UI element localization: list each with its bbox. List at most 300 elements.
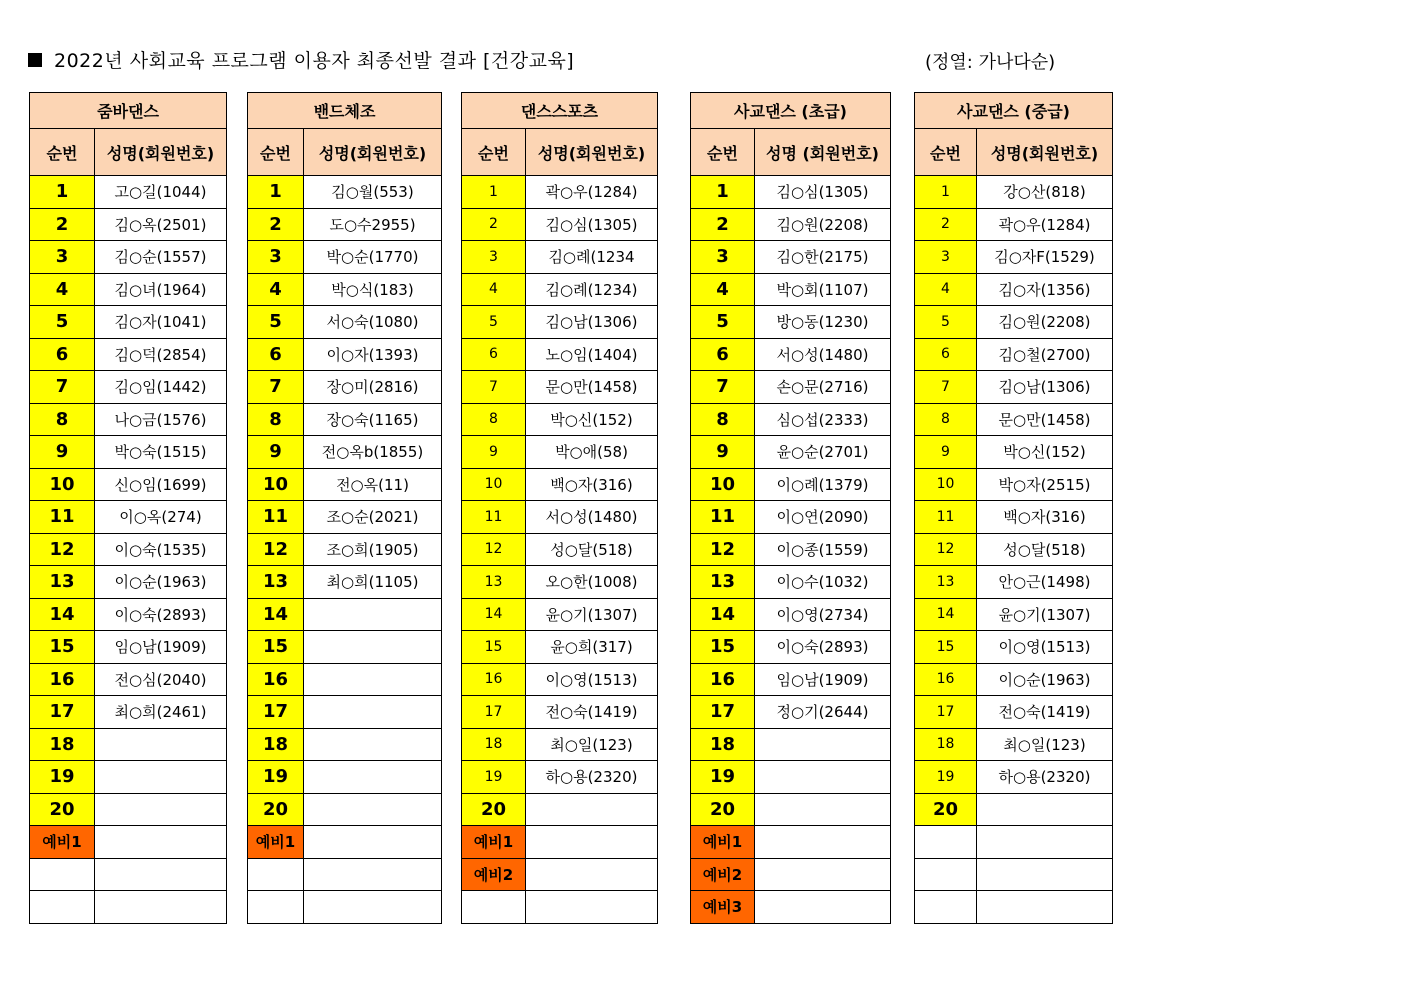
black-square-icon [28,53,42,67]
member-name [304,891,442,924]
row-number: 9 [248,436,304,469]
table-row [915,403,1113,436]
document-title [28,46,574,73]
row-number: 12 [30,533,95,566]
row-number: 16 [915,663,977,696]
table-row [248,826,442,859]
member-name: 전○숙(1419) [977,696,1113,729]
table-row [691,176,891,209]
table-row [30,273,227,306]
row-number [462,891,526,924]
table-row [691,241,891,274]
member-name: 김○한(2175) [755,241,891,274]
column-header-name: 성명(회원번호) [95,129,227,176]
column-header-number: 순번 [691,129,755,176]
member-name [977,793,1113,826]
member-name: 정○기(2644) [755,696,891,729]
row-number: 15 [915,631,977,664]
table-row [915,501,1113,534]
row-number: 14 [248,598,304,631]
table-row [462,631,658,664]
table-row [691,306,891,339]
member-name: 김○월(553) [304,176,442,209]
table-row [30,208,227,241]
row-number: 9 [915,436,977,469]
member-name: 문○만(1458) [977,403,1113,436]
member-name: 이○수(1032) [755,566,891,599]
table-row [248,241,442,274]
row-number: 18 [248,728,304,761]
row-number: 14 [30,598,95,631]
table-row [915,793,1113,826]
member-name: 서○성(1480) [755,338,891,371]
row-number: 11 [691,501,755,534]
row-number: 12 [915,533,977,566]
table-row [691,728,891,761]
member-name [304,696,442,729]
member-name: 최○희(2461) [95,696,227,729]
row-number: 20 [691,793,755,826]
member-name: 전○숙(1419) [526,696,658,729]
row-number: 13 [30,566,95,599]
member-name [304,826,442,859]
table-row [462,208,658,241]
member-name [95,858,227,891]
member-name: 곽○우(1284) [526,176,658,209]
member-name: 하○용(2320) [526,761,658,794]
table-row [691,208,891,241]
table-row [248,663,442,696]
table-dance-sports [461,92,658,924]
member-name: 전○옥(11) [304,468,442,501]
table-row [462,533,658,566]
member-name: 이○숙(2893) [95,598,227,631]
row-number: 20 [30,793,95,826]
table-row [248,793,442,826]
row-number: 14 [691,598,755,631]
table-row [248,566,442,599]
row-number: 1 [462,176,526,209]
row-number: 1 [248,176,304,209]
member-name: 오○한(1008) [526,566,658,599]
table-row [248,436,442,469]
row-number: 16 [248,663,304,696]
row-number: 4 [248,273,304,306]
table-row [462,338,658,371]
member-name [95,793,227,826]
member-name [755,761,891,794]
table-row [691,858,891,891]
table-row [30,306,227,339]
row-number: 12 [248,533,304,566]
member-name [755,826,891,859]
member-name: 김○원(2208) [755,208,891,241]
member-name [526,891,658,924]
member-name: 이○자(1393) [304,338,442,371]
table-row [915,728,1113,761]
member-name: 김○임(1442) [95,371,227,404]
member-name: 윤○기(1307) [526,598,658,631]
member-name: 백○자(316) [977,501,1113,534]
table-body [691,93,891,924]
member-name [977,891,1113,924]
table-row [915,566,1113,599]
table-row [30,371,227,404]
program-title: 밴드체조 [248,93,442,129]
member-name: 김○자(1356) [977,273,1113,306]
member-name: 김○례(1234 [526,241,658,274]
row-number: 18 [30,728,95,761]
member-name: 김○심(1305) [526,208,658,241]
table-row [30,533,227,566]
member-name [755,728,891,761]
row-number: 8 [915,403,977,436]
row-number [915,826,977,859]
table-row [915,598,1113,631]
row-number: 11 [248,501,304,534]
table-row [248,631,442,664]
member-name [755,891,891,924]
table-row [915,826,1113,859]
member-name: 김○옥(2501) [95,208,227,241]
row-number: 6 [915,338,977,371]
row-number: 7 [30,371,95,404]
table-body [248,93,442,924]
row-number: 10 [462,468,526,501]
member-name: 박○순(1770) [304,241,442,274]
table-row [462,761,658,794]
table-row [691,501,891,534]
member-name: 고○길(1044) [95,176,227,209]
row-number: 14 [462,598,526,631]
row-number: 예비1 [462,826,526,859]
row-number: 2 [462,208,526,241]
member-name: 윤○순(2701) [755,436,891,469]
member-name: 이○례(1379) [755,468,891,501]
sort-note: (정열: 가나다순) [925,52,1056,73]
member-name: 김○례(1234) [526,273,658,306]
row-number: 10 [915,468,977,501]
table-row [30,436,227,469]
member-name: 김○심(1305) [755,176,891,209]
member-name [304,728,442,761]
row-number: 14 [915,598,977,631]
table-row [248,728,442,761]
table-row [691,696,891,729]
row-number [915,858,977,891]
table-row [248,176,442,209]
member-name [304,793,442,826]
member-name: 김○덕(2854) [95,338,227,371]
table-row [462,176,658,209]
member-name: 성○달(518) [526,533,658,566]
table-row [248,208,442,241]
row-number: 7 [248,371,304,404]
member-name: 박○신(152) [526,403,658,436]
table-row [915,468,1113,501]
member-name: 이○종(1559) [755,533,891,566]
row-number: 16 [462,663,526,696]
table-row [462,663,658,696]
row-number: 13 [691,566,755,599]
member-name: 전○심(2040) [95,663,227,696]
row-number: 5 [462,306,526,339]
member-name: 이○영(1513) [977,631,1113,664]
member-name: 김○남(1306) [977,371,1113,404]
table-row [462,858,658,891]
column-header-name: 성명 (회원번호) [755,129,891,176]
row-number: 9 [691,436,755,469]
row-number: 12 [691,533,755,566]
table-row [462,728,658,761]
member-name [304,598,442,631]
row-number: 16 [30,663,95,696]
member-name: 최○희(1105) [304,566,442,599]
member-name: 김○순(1557) [95,241,227,274]
row-number: 2 [691,208,755,241]
row-number: 19 [30,761,95,794]
member-name: 노○임(1404) [526,338,658,371]
table-row [248,338,442,371]
member-name: 조○순(2021) [304,501,442,534]
member-name: 이○영(1513) [526,663,658,696]
table-row [248,273,442,306]
row-number: 5 [248,306,304,339]
table-row [30,468,227,501]
table-row [691,403,891,436]
table-row [462,566,658,599]
row-number: 18 [915,728,977,761]
row-number: 16 [691,663,755,696]
row-number: 17 [691,696,755,729]
row-number: 3 [691,241,755,274]
table-row [30,598,227,631]
member-name [95,826,227,859]
member-name: 박○회(1107) [755,273,891,306]
table-row [915,371,1113,404]
table-row [462,403,658,436]
member-name: 박○신(152) [977,436,1113,469]
table-row [462,371,658,404]
row-number: 6 [248,338,304,371]
table-row [915,761,1113,794]
row-number: 4 [691,273,755,306]
member-name: 장○숙(1165) [304,403,442,436]
table-row [248,858,442,891]
row-number: 15 [462,631,526,664]
row-number: 예비3 [691,891,755,924]
table-row [462,468,658,501]
row-number [30,891,95,924]
row-number: 15 [691,631,755,664]
table-row [248,696,442,729]
row-number: 20 [248,793,304,826]
table-row [462,241,658,274]
row-number: 20 [915,793,977,826]
table-row [30,826,227,859]
row-number: 예비2 [691,858,755,891]
table-row [248,533,442,566]
row-number: 13 [462,566,526,599]
row-number: 12 [462,533,526,566]
table-row [462,598,658,631]
row-number: 4 [915,273,977,306]
member-name: 손○문(2716) [755,371,891,404]
member-name: 백○자(316) [526,468,658,501]
row-number: 7 [915,371,977,404]
member-name: 윤○희(317) [526,631,658,664]
table-row [248,761,442,794]
member-name: 도○수2955) [304,208,442,241]
member-name [526,858,658,891]
table-row [915,306,1113,339]
row-number: 8 [691,403,755,436]
table-row [915,858,1113,891]
table-row [30,566,227,599]
table-row [248,891,442,924]
table-zumba [29,92,227,924]
table-row [30,696,227,729]
table-row [30,338,227,371]
member-name: 김○자(1041) [95,306,227,339]
member-name: 윤○기(1307) [977,598,1113,631]
member-name: 최○일(123) [977,728,1113,761]
table-body [462,93,658,924]
member-name [95,728,227,761]
row-number: 6 [30,338,95,371]
member-name: 신○임(1699) [95,468,227,501]
member-name: 임○남(1909) [95,631,227,664]
row-number: 1 [691,176,755,209]
column-header-number: 순번 [462,129,526,176]
member-name: 서○숙(1080) [304,306,442,339]
row-number: 19 [248,761,304,794]
member-name: 이○옥(274) [95,501,227,534]
column-header-number: 순번 [30,129,95,176]
row-number: 예비1 [30,826,95,859]
row-number: 19 [462,761,526,794]
member-name: 이○숙(2893) [755,631,891,664]
table-row [248,371,442,404]
member-name: 하○용(2320) [977,761,1113,794]
row-number: 11 [915,501,977,534]
member-name: 이○연(2090) [755,501,891,534]
member-name: 문○만(1458) [526,371,658,404]
row-number [915,891,977,924]
row-number: 17 [248,696,304,729]
table-row [691,371,891,404]
table-body [915,93,1113,924]
table-row [691,663,891,696]
table-band-exercise [247,92,442,924]
table-row [30,858,227,891]
member-name: 최○일(123) [526,728,658,761]
member-name: 방○동(1230) [755,306,891,339]
member-name [304,663,442,696]
table-row [691,468,891,501]
member-name: 이○영(2734) [755,598,891,631]
table-row [691,598,891,631]
row-number: 1 [915,176,977,209]
row-number: 17 [462,696,526,729]
member-name [304,858,442,891]
row-number: 2 [248,208,304,241]
table-row [30,891,227,924]
table-row [30,403,227,436]
row-number: 17 [915,696,977,729]
table-social-dance-intermediate [914,92,1113,924]
table-row [30,501,227,534]
member-name: 나○금(1576) [95,403,227,436]
member-name [977,826,1113,859]
member-name [526,826,658,859]
table-row [462,501,658,534]
row-number: 4 [462,273,526,306]
member-name: 성○달(518) [977,533,1113,566]
program-title: 줌바댄스 [30,93,227,129]
member-name [95,761,227,794]
member-name: 김○철(2700) [977,338,1113,371]
row-number: 10 [691,468,755,501]
document-title-text: 2022년 사회교육 프로그램 이용자 최종선발 결과 [건강교육] [54,50,575,72]
row-number: 18 [691,728,755,761]
row-number: 20 [462,793,526,826]
table-row [248,468,442,501]
member-name: 박○숙(1515) [95,436,227,469]
member-name: 이○순(1963) [95,566,227,599]
member-name: 임○남(1909) [755,663,891,696]
row-number: 예비2 [462,858,526,891]
member-name [95,891,227,924]
member-name [526,793,658,826]
table-row [30,793,227,826]
table-row [462,826,658,859]
program-title: 사교댄스 (중급) [915,93,1113,129]
row-number: 18 [462,728,526,761]
table-row [915,696,1113,729]
row-number: 11 [462,501,526,534]
row-number: 5 [30,306,95,339]
table-row [30,176,227,209]
table-row [462,891,658,924]
table-row [691,631,891,664]
row-number: 15 [30,631,95,664]
row-number: 1 [30,176,95,209]
row-number: 15 [248,631,304,664]
table-row [915,338,1113,371]
table-row [30,241,227,274]
member-name: 김○자F(1529) [977,241,1113,274]
row-number: 9 [30,436,95,469]
table-row [248,306,442,339]
row-number: 3 [462,241,526,274]
row-number [30,858,95,891]
table-row [691,891,891,924]
table-social-dance-beginner [690,92,891,924]
column-header-number: 순번 [915,129,977,176]
member-name: 전○옥b(1855) [304,436,442,469]
table-row [248,403,442,436]
row-number: 4 [30,273,95,306]
row-number: 3 [248,241,304,274]
table-row [915,663,1113,696]
table-row [915,273,1113,306]
table-row [915,891,1113,924]
row-number: 5 [915,306,977,339]
column-header-name: 성명(회원번호) [977,129,1113,176]
table-row [691,826,891,859]
row-number: 7 [462,371,526,404]
